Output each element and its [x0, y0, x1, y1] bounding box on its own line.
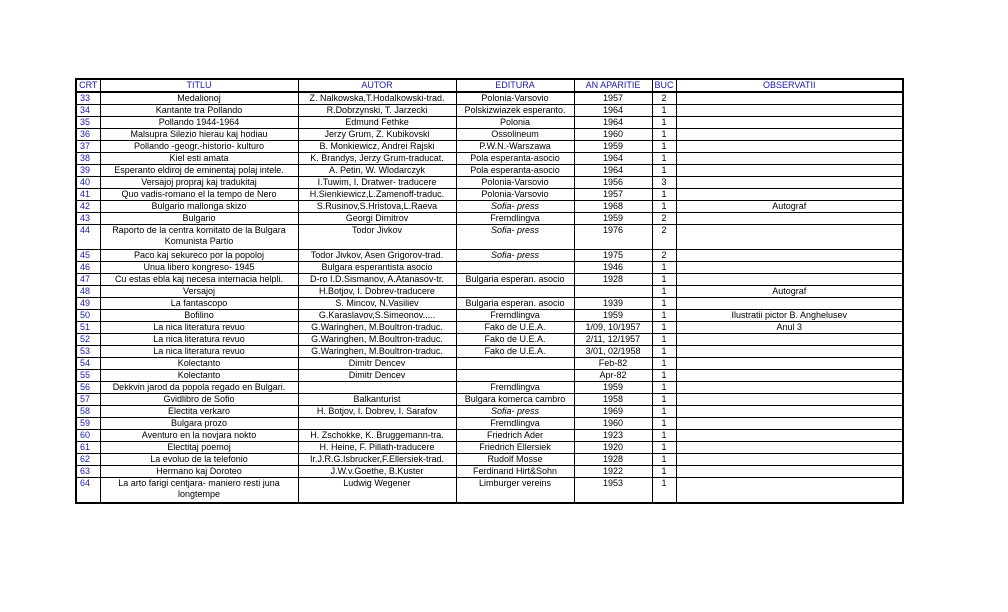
cell-autor: H.Botjov, I. Dobrev-traducere — [298, 286, 456, 298]
cell-observatii — [676, 117, 903, 129]
table-row — [76, 189, 903, 201]
cell-observatii — [676, 370, 903, 382]
cell-titlu: Paco kaj sekureco por la popoloj — [100, 250, 298, 262]
cell-observatii — [676, 225, 903, 250]
cell-observatii: Autograf — [676, 201, 903, 213]
cell-autor: Dimitr Dencev — [298, 358, 456, 370]
cell-autor: K. Brandys, Jerzy Grum-traducat. — [298, 153, 456, 165]
cell-editura: Bulgaria esperan. asocio — [456, 298, 574, 310]
cell-editura: Sofia- press — [456, 201, 574, 213]
cell-observatii — [676, 262, 903, 274]
header-autor: AUTOR — [298, 79, 456, 92]
cell-observatii — [676, 430, 903, 442]
cell-crt: 37 — [76, 141, 100, 153]
cell-an-aparitie: 1959 — [574, 213, 652, 225]
cell-crt: 55 — [76, 370, 100, 382]
cell-titlu: Malsupra Silezio hierau kaj hodiau — [100, 129, 298, 141]
cell-titlu: Electitaj poemoj — [100, 442, 298, 454]
cell-an-aparitie: 1922 — [574, 466, 652, 478]
cell-titlu: Kiel esti amata — [100, 153, 298, 165]
cell-an-aparitie: 1959 — [574, 310, 652, 322]
cell-an-aparitie: 1956 — [574, 177, 652, 189]
table-row — [76, 298, 903, 310]
cell-autor: G.Waringhen, M.Boultron-traduc. — [298, 334, 456, 346]
cell-buc: 2 — [652, 92, 676, 105]
cell-observatii — [676, 334, 903, 346]
cell-an-aparitie: 1968 — [574, 201, 652, 213]
cell-titlu: Unua libero kongreso- 1945 — [100, 262, 298, 274]
cell-an-aparitie: 1958 — [574, 394, 652, 406]
cell-observatii — [676, 406, 903, 418]
cell-observatii — [676, 213, 903, 225]
cell-observatii — [676, 394, 903, 406]
cell-titlu: Bulgario mallonga skizo — [100, 201, 298, 213]
table-row — [76, 394, 903, 406]
cell-editura: Fako de U.E.A. — [456, 334, 574, 346]
cell-autor: Z. Nalkowska,T.Hodalkowski-trad. — [298, 92, 456, 105]
cell-titlu: Pollando 1944-1964 — [100, 117, 298, 129]
cell-crt: 34 — [76, 105, 100, 117]
table-body — [76, 92, 903, 503]
cell-crt: 33 — [76, 92, 100, 105]
cell-buc: 1 — [652, 370, 676, 382]
cell-autor: Bulgara esperantista asocio — [298, 262, 456, 274]
cell-titlu: Hermano kaj Doroteo — [100, 466, 298, 478]
cell-crt: 62 — [76, 454, 100, 466]
cell-observatii — [676, 189, 903, 201]
cell-titlu: Electita verkaro — [100, 406, 298, 418]
cell-observatii — [676, 92, 903, 105]
cell-crt: 64 — [76, 478, 100, 504]
cell-observatii: Autograf — [676, 286, 903, 298]
cell-buc: 1 — [652, 466, 676, 478]
cell-titlu: Cu estas ebla kaj necesa internacia helpli. — [100, 274, 298, 286]
cell-titlu: Raporto de la centra komitato de la Bulgara Komunista Partio — [100, 225, 298, 250]
cell-an-aparitie: 1928 — [574, 274, 652, 286]
cell-titlu: La evoluo de la telefonio — [100, 454, 298, 466]
cell-crt: 58 — [76, 406, 100, 418]
cell-crt: 40 — [76, 177, 100, 189]
cell-titlu: Versajoj — [100, 286, 298, 298]
cell-titlu: Gvidlibro de Sofio — [100, 394, 298, 406]
cell-autor: S.Rusinov,S.Hristova,L.Raeva — [298, 201, 456, 213]
cell-editura — [456, 262, 574, 274]
cell-autor: B. Monkiewicz, Andrei Rajski — [298, 141, 456, 153]
cell-an-aparitie: 1959 — [574, 141, 652, 153]
cell-buc: 3 — [652, 177, 676, 189]
cell-editura: Polonia-Varsovio — [456, 189, 574, 201]
cell-crt: 57 — [76, 394, 100, 406]
cell-buc: 2 — [652, 225, 676, 250]
cell-crt: 36 — [76, 129, 100, 141]
cell-an-aparitie: 1939 — [574, 298, 652, 310]
cell-buc: 1 — [652, 117, 676, 129]
table-row — [76, 310, 903, 322]
cell-titlu: Bofilino — [100, 310, 298, 322]
table-row — [76, 370, 903, 382]
cell-observatii — [676, 382, 903, 394]
cell-editura: Limburger vereins — [456, 478, 574, 504]
cell-buc: 1 — [652, 478, 676, 504]
cell-buc: 1 — [652, 274, 676, 286]
cell-autor: Ir.J.R.G.Isbrucker,F.Ellersiek-trad. — [298, 454, 456, 466]
header-titlu: TITLU — [100, 79, 298, 92]
cell-observatii: Ilustratii pictor B. Anghelusev — [676, 310, 903, 322]
cell-editura — [456, 358, 574, 370]
cell-editura: Bulgara komerca cambro — [456, 394, 574, 406]
cell-autor: Jerzy Grum, Z. Kubikovski — [298, 129, 456, 141]
cell-autor: R.Dobrzynski, T. Jarzecki — [298, 105, 456, 117]
cell-buc: 1 — [652, 442, 676, 454]
table-row — [76, 177, 903, 189]
cell-crt: 38 — [76, 153, 100, 165]
cell-editura: Friedrich Ellersiek — [456, 442, 574, 454]
cell-an-aparitie: 1923 — [574, 430, 652, 442]
cell-crt: 56 — [76, 382, 100, 394]
cell-autor: Edmund Fethke — [298, 117, 456, 129]
table-row — [76, 141, 903, 153]
cell-buc: 1 — [652, 298, 676, 310]
cell-autor: S. Mincov, N.Vasiliev — [298, 298, 456, 310]
cell-observatii — [676, 274, 903, 286]
cell-titlu: Bulgara prozo — [100, 418, 298, 430]
cell-an-aparitie: 1928 — [574, 454, 652, 466]
cell-editura: Ferdinand Hirt&Sohn — [456, 466, 574, 478]
cell-buc: 1 — [652, 394, 676, 406]
cell-an-aparitie: 1920 — [574, 442, 652, 454]
cell-editura: Sofia- press — [456, 250, 574, 262]
cell-observatii — [676, 442, 903, 454]
cell-crt: 45 — [76, 250, 100, 262]
cell-buc: 1 — [652, 153, 676, 165]
cell-crt: 44 — [76, 225, 100, 250]
table-row — [76, 129, 903, 141]
cell-titlu: La fantascopo — [100, 298, 298, 310]
cell-buc: 1 — [652, 346, 676, 358]
cell-an-aparitie: 1976 — [574, 225, 652, 250]
cell-observatii — [676, 153, 903, 165]
cell-autor: I.Tuwim, I. Dratwer- traducere — [298, 177, 456, 189]
table-row — [76, 213, 903, 225]
cell-buc: 1 — [652, 418, 676, 430]
cell-observatii — [676, 141, 903, 153]
cell-an-aparitie: 3/01, 02/1958 — [574, 346, 652, 358]
cell-autor: Balkanturist — [298, 394, 456, 406]
cell-an-aparitie: 1953 — [574, 478, 652, 504]
cell-editura: Fako de U.E.A. — [456, 346, 574, 358]
cell-titlu: Kolectanto — [100, 370, 298, 382]
header-row — [76, 79, 903, 92]
cell-an-aparitie: 1959 — [574, 382, 652, 394]
cell-autor — [298, 382, 456, 394]
cell-observatii — [676, 346, 903, 358]
cell-autor: H.Sienkiewicz,L.Zamenoff-traduc. — [298, 189, 456, 201]
cell-titlu: Kantante tra Pollando — [100, 105, 298, 117]
cell-crt: 46 — [76, 262, 100, 274]
cell-crt: 43 — [76, 213, 100, 225]
cell-crt: 54 — [76, 358, 100, 370]
cell-buc: 2 — [652, 213, 676, 225]
cell-an-aparitie: 1/09, 10/1957 — [574, 322, 652, 334]
cell-buc: 1 — [652, 322, 676, 334]
table-row — [76, 442, 903, 454]
cell-autor: Ludwig Wegener — [298, 478, 456, 504]
cell-editura — [456, 286, 574, 298]
cell-titlu: Pollando -geogr.-historio- kulturo — [100, 141, 298, 153]
header-buc: BUC — [652, 79, 676, 92]
header-crt: CRT — [76, 79, 100, 92]
table-row — [76, 334, 903, 346]
cell-crt: 49 — [76, 298, 100, 310]
table-row — [76, 262, 903, 274]
table-row — [76, 382, 903, 394]
cell-buc: 1 — [652, 129, 676, 141]
cell-autor: G.Karaslavov,S.Simeonov..... — [298, 310, 456, 322]
cell-editura: Ossolineum — [456, 129, 574, 141]
table-row — [76, 92, 903, 105]
cell-observatii — [676, 105, 903, 117]
table-row — [76, 274, 903, 286]
cell-editura: P.W.N.-Warszawa — [456, 141, 574, 153]
cell-autor: H. Botjov, I. Dobrev, I. Sarafov — [298, 406, 456, 418]
table-row — [76, 454, 903, 466]
table-row — [76, 117, 903, 129]
cell-editura: Fremdlingva — [456, 310, 574, 322]
cell-crt: 39 — [76, 165, 100, 177]
cell-crt: 63 — [76, 466, 100, 478]
cell-editura: Polonia — [456, 117, 574, 129]
cell-an-aparitie: 1957 — [574, 189, 652, 201]
cell-observatii — [676, 298, 903, 310]
cell-editura: Fremdlingva — [456, 213, 574, 225]
cell-buc: 2 — [652, 250, 676, 262]
cell-autor: J.W.v.Goethe, B.Kuster — [298, 466, 456, 478]
cell-editura — [456, 370, 574, 382]
cell-titlu: La nica literatura revuo — [100, 334, 298, 346]
cell-editura: Friedrich Ader — [456, 430, 574, 442]
cell-buc: 1 — [652, 165, 676, 177]
cell-observatii: Anul 3 — [676, 322, 903, 334]
cell-buc: 1 — [652, 141, 676, 153]
table-row — [76, 322, 903, 334]
cell-autor: H. Zschokke, K. Bruggemann-tra. — [298, 430, 456, 442]
table-row — [76, 358, 903, 370]
table-row — [76, 250, 903, 262]
cell-titlu: La arto farigi centjara- maniero resti juna longtempe — [100, 478, 298, 504]
table-row — [76, 153, 903, 165]
cell-an-aparitie — [574, 286, 652, 298]
header-observatii: OBSERVATII — [676, 79, 903, 92]
cell-titlu: La nica literatura revuo — [100, 346, 298, 358]
cell-buc: 1 — [652, 430, 676, 442]
cell-crt: 47 — [76, 274, 100, 286]
table-row — [76, 201, 903, 213]
cell-autor: Georgi Dimitrov — [298, 213, 456, 225]
cell-editura: Polonia-Varsovio — [456, 177, 574, 189]
cell-an-aparitie: 1960 — [574, 129, 652, 141]
cell-editura: Rudolf Mosse — [456, 454, 574, 466]
cell-autor: Todor Jivkov — [298, 225, 456, 250]
cell-an-aparitie: 1964 — [574, 153, 652, 165]
cell-an-aparitie: Feb-82 — [574, 358, 652, 370]
cell-titlu: La nica literatura revuo — [100, 322, 298, 334]
inventory-table — [75, 78, 904, 504]
cell-editura: Fremdlingva — [456, 418, 574, 430]
cell-buc: 1 — [652, 454, 676, 466]
cell-editura: Pola esperanta-asocio — [456, 165, 574, 177]
cell-crt: 50 — [76, 310, 100, 322]
cell-an-aparitie: 1964 — [574, 117, 652, 129]
cell-autor: D-ro I.D.Sismanov, A.Atanasov-tr. — [298, 274, 456, 286]
cell-crt: 61 — [76, 442, 100, 454]
cell-autor: Todor Jivkov, Asen Grigorov-trad. — [298, 250, 456, 262]
cell-editura: Polonia-Varsovio — [456, 92, 574, 105]
cell-an-aparitie: 1964 — [574, 165, 652, 177]
cell-titlu: Bulgario — [100, 213, 298, 225]
cell-observatii — [676, 129, 903, 141]
cell-observatii — [676, 165, 903, 177]
cell-editura: Polskizwiazek esperanto. — [456, 105, 574, 117]
cell-observatii — [676, 177, 903, 189]
cell-titlu: Quo vadis-romano el la tempo de Nero — [100, 189, 298, 201]
table-row — [76, 225, 903, 250]
header-an-aparitie: AN APARITIE — [574, 79, 652, 92]
table-row — [76, 430, 903, 442]
cell-titlu: Kolectanto — [100, 358, 298, 370]
cell-an-aparitie: 1964 — [574, 105, 652, 117]
table-row — [76, 346, 903, 358]
cell-observatii — [676, 478, 903, 504]
cell-autor: Dimitr Dencev — [298, 370, 456, 382]
cell-an-aparitie: 2/11, 12/1957 — [574, 334, 652, 346]
cell-an-aparitie: 1960 — [574, 418, 652, 430]
cell-buc: 1 — [652, 382, 676, 394]
cell-buc: 1 — [652, 201, 676, 213]
cell-crt: 51 — [76, 322, 100, 334]
cell-editura: Sofia- press — [456, 406, 574, 418]
cell-titlu: Dekkvin jarod da popola regado en Bulgari. — [100, 382, 298, 394]
cell-crt: 53 — [76, 346, 100, 358]
cell-observatii — [676, 250, 903, 262]
cell-buc: 1 — [652, 310, 676, 322]
table-row — [76, 418, 903, 430]
cell-titlu: Esperanto eldiroj de eminentaj polaj intele. — [100, 165, 298, 177]
cell-buc: 1 — [652, 189, 676, 201]
cell-buc: 1 — [652, 262, 676, 274]
cell-autor: A. Petin, W. Wlodarczyk — [298, 165, 456, 177]
cell-titlu: Medalionoj — [100, 92, 298, 105]
cell-an-aparitie: Apr-82 — [574, 370, 652, 382]
cell-autor: G.Waringhen, M.Boultron-traduc. — [298, 322, 456, 334]
cell-an-aparitie: 1969 — [574, 406, 652, 418]
table-row — [76, 478, 903, 504]
header-editura: EDITURA — [456, 79, 574, 92]
table-row — [76, 165, 903, 177]
cell-crt: 60 — [76, 430, 100, 442]
cell-an-aparitie: 1975 — [574, 250, 652, 262]
cell-observatii — [676, 358, 903, 370]
cell-editura: Sofia- press — [456, 225, 574, 250]
table-row — [76, 286, 903, 298]
cell-buc: 1 — [652, 105, 676, 117]
cell-an-aparitie: 1946 — [574, 262, 652, 274]
cell-titlu: Versajoj propraj kaj tradukitaj — [100, 177, 298, 189]
cell-crt: 42 — [76, 201, 100, 213]
cell-editura: Fako de U.E.A. — [456, 322, 574, 334]
cell-autor: G.Waringhen, M.Boultron-traduc. — [298, 346, 456, 358]
cell-buc: 1 — [652, 406, 676, 418]
table-row — [76, 406, 903, 418]
cell-editura: Fremdlingva — [456, 382, 574, 394]
cell-buc: 1 — [652, 358, 676, 370]
cell-crt: 48 — [76, 286, 100, 298]
cell-observatii — [676, 454, 903, 466]
cell-crt: 59 — [76, 418, 100, 430]
cell-buc: 1 — [652, 286, 676, 298]
cell-editura: Bulgaria esperan. asocio — [456, 274, 574, 286]
cell-titlu: Aventuro en la novjara nokto — [100, 430, 298, 442]
cell-crt: 52 — [76, 334, 100, 346]
cell-crt: 35 — [76, 117, 100, 129]
cell-observatii — [676, 418, 903, 430]
cell-an-aparitie: 1957 — [574, 92, 652, 105]
cell-crt: 41 — [76, 189, 100, 201]
table-row — [76, 466, 903, 478]
cell-buc: 1 — [652, 334, 676, 346]
cell-autor — [298, 418, 456, 430]
cell-editura: Pola esperanta-asocio — [456, 153, 574, 165]
cell-observatii — [676, 466, 903, 478]
table-row — [76, 105, 903, 117]
cell-autor: H. Heine, F. Pillath-traducere — [298, 442, 456, 454]
